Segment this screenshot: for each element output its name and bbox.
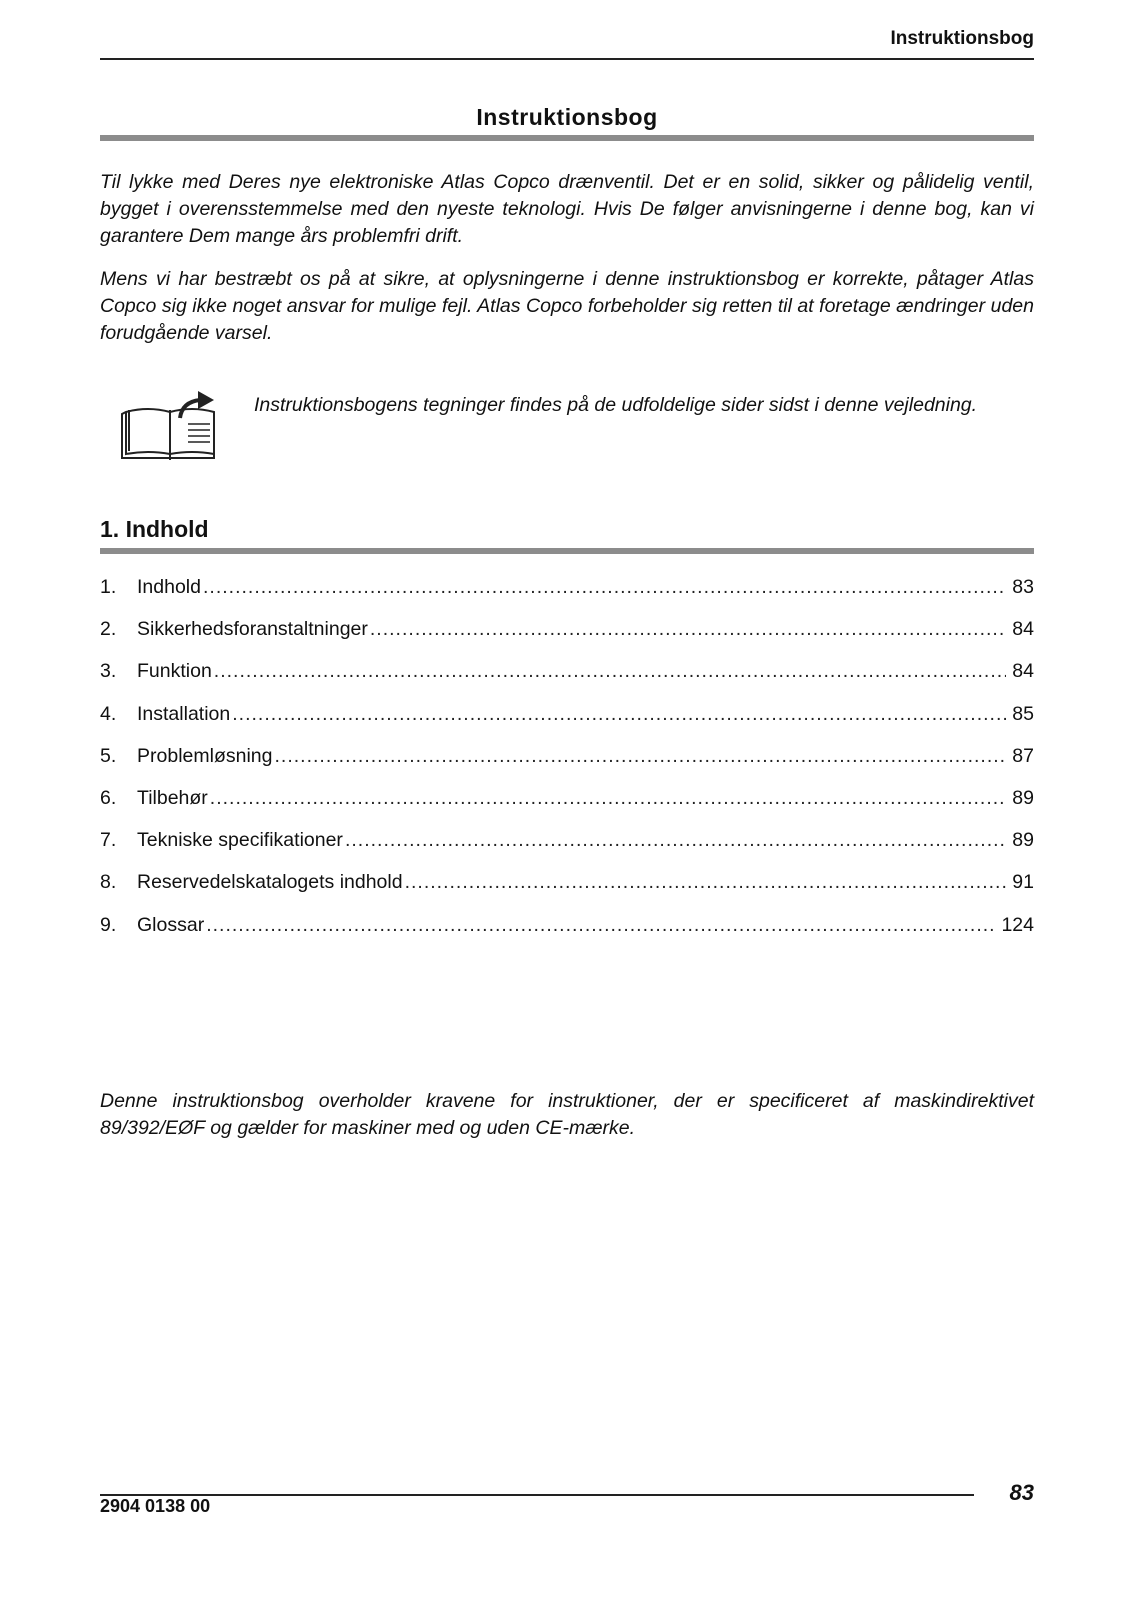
toc-number: 9.	[100, 913, 117, 936]
page-title: Instruktionsbog	[476, 104, 658, 130]
toc-title: Glossar	[137, 913, 205, 936]
toc-entry[interactable]	[100, 703, 1034, 745]
toc-title: Tekniske specifikationer	[137, 829, 343, 852]
intro-paragraph-2: Mens vi har bestræbt os på at sikre, at oplysningerne i denne instruktionsbog er korrekte, påtager Atlas Copco sig ikke noget ansvar for mulige fejl. Atlas Copco forbeholder sig retten til at foretage ændringer uden forudgående varsel.	[100, 268, 1034, 344]
drawings-note: Instruktionsbogens tegninger findes på de udfoldelige sider sidst i denne vejledning.	[254, 394, 978, 416]
compliance-statement: Denne instruktionsbog overholder kravene for instruktioner, der er specificeret af maskindirektivet 89/392/EØF og gælder for maskiner med og uden CE-mærke.	[100, 1090, 1034, 1139]
header-rule	[100, 58, 1034, 60]
toc-leader	[274, 745, 1006, 768]
toc-number: 8.	[100, 871, 117, 894]
toc-number: 2.	[100, 618, 117, 641]
toc-leader	[345, 829, 1006, 852]
toc-title: Sikkerhedsforanstaltninger	[137, 618, 368, 641]
page-number: 83	[1009, 1480, 1034, 1505]
toc-title: Tilbehør	[137, 786, 208, 809]
toc-number: 6.	[100, 786, 117, 809]
toc-entry[interactable]	[100, 829, 1034, 871]
toc-leader	[210, 787, 1006, 810]
toc-entry[interactable]	[100, 618, 1034, 660]
toc-title: Installation	[137, 702, 231, 725]
running-header: Instruktionsbog	[890, 28, 1034, 49]
section-bar	[100, 548, 1034, 554]
title-bar	[100, 135, 1034, 141]
toc-page: 87	[1012, 744, 1034, 767]
toc-number: 4.	[100, 702, 117, 725]
toc-title: Indhold	[137, 576, 201, 598]
toc-number: 3.	[100, 660, 117, 683]
toc-page: 85	[1012, 702, 1034, 725]
toc-page: 89	[1012, 829, 1034, 852]
document-number: 2904 0138 00	[100, 1496, 211, 1516]
toc-page: 124	[1001, 913, 1034, 936]
toc-leader	[405, 871, 1006, 894]
footer-rule	[100, 1494, 974, 1496]
toc-leader	[206, 914, 997, 937]
toc-title: Reservedelskatalogets indhold	[137, 871, 403, 894]
toc-leader	[203, 576, 1006, 599]
toc-number: 7.	[100, 829, 117, 852]
toc-leader	[232, 703, 1006, 726]
book-with-arrow-icon	[118, 388, 222, 464]
toc-entry[interactable]	[100, 787, 1034, 829]
toc-entry[interactable]	[100, 745, 1034, 787]
toc-number: 5.	[100, 744, 117, 767]
toc-number: 1.	[100, 576, 117, 598]
toc-page: 83	[1012, 576, 1034, 598]
table-of-contents	[100, 576, 1034, 956]
toc-page: 91	[1012, 871, 1034, 894]
toc-title: Funktion	[137, 660, 212, 683]
toc-leader	[370, 618, 1006, 641]
toc-title: Problemløsning	[137, 744, 273, 767]
toc-heading: 1. Indhold	[100, 516, 209, 542]
toc-entry[interactable]	[100, 660, 1034, 702]
toc-page: 84	[1012, 660, 1034, 683]
toc-page: 84	[1012, 618, 1034, 641]
intro-paragraph-1: Til lykke med Deres nye elektroniske Atlas Copco drænventil. Det er en solid, sikker og pålidelig ventil, bygget i overensstemmelse med den nyeste teknologi. Hvis De følger anvisningerne i denne bog, kan vi garantere Dem mange års problemfri drift.	[100, 171, 1034, 247]
toc-page: 89	[1012, 786, 1034, 809]
toc-leader	[214, 660, 1006, 683]
toc-entry[interactable]	[100, 576, 1034, 618]
toc-entry[interactable]	[100, 871, 1034, 913]
toc-entry[interactable]	[100, 914, 1034, 956]
